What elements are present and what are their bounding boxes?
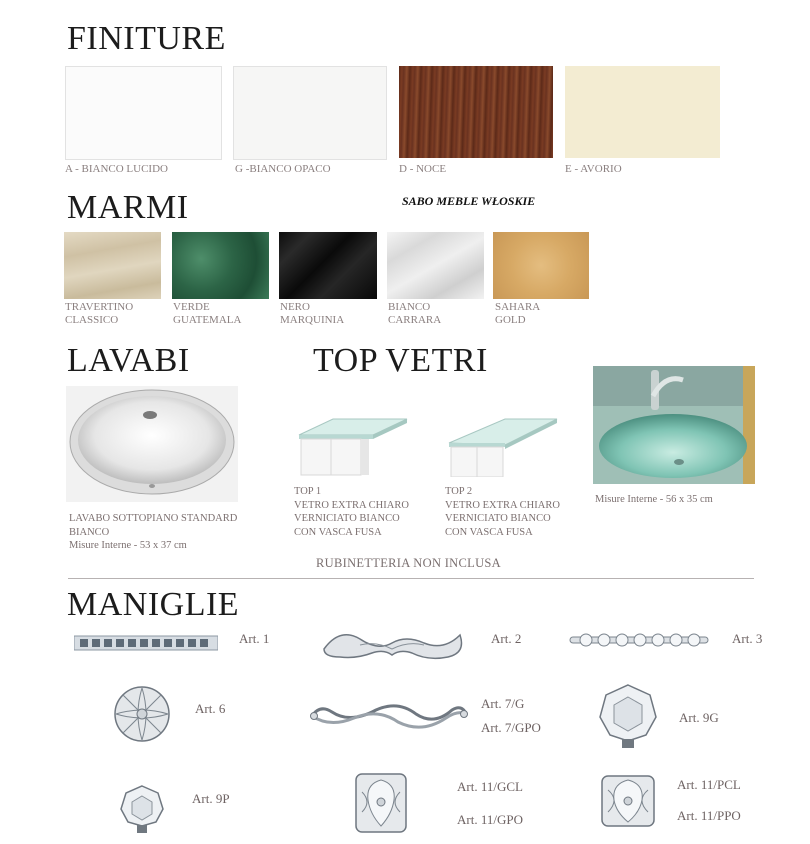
marmi-title: MARMI bbox=[67, 189, 189, 226]
art7gpo-label: Art. 7/GPO bbox=[481, 720, 541, 735]
finiture-label-a: A - BIANCO LUCIDO bbox=[65, 163, 168, 175]
marmi-label-travertino: TRAVERTINO CLASSICO bbox=[65, 301, 134, 326]
marmi-label-verde: VERDE GUATEMALA bbox=[173, 301, 242, 326]
art11pcl-label: Art. 11/PCL bbox=[677, 777, 741, 792]
knob-art6-image bbox=[112, 684, 172, 744]
art6-label: Art. 6 bbox=[195, 701, 226, 716]
top1-caption: TOP 1 VETRO EXTRA CHIARO VERNICIATO BIANCO CON VASCA FUSA bbox=[294, 486, 409, 538]
finiture-title: FINITURE bbox=[67, 20, 226, 57]
handle-art11pcl-image bbox=[598, 772, 658, 830]
top2-caption: TOP 2 VETRO EXTRA CHIARO VERNICIATO BIANCO CON VASCA FUSA bbox=[445, 486, 560, 538]
marmi-label-sahara: SAHARA GOLD bbox=[495, 301, 541, 326]
marble-sahara-gold bbox=[493, 232, 589, 299]
art11gpo-label: Art. 11/GPO bbox=[457, 812, 523, 827]
art3-label: Art. 3 bbox=[732, 631, 763, 646]
art2-label: Art. 2 bbox=[491, 631, 522, 646]
finiture-label-d: D - NOCE bbox=[399, 163, 447, 175]
handle-art3-image bbox=[568, 628, 710, 652]
top-vetri-title: TOP VETRI bbox=[313, 342, 488, 379]
handle-art11gcl-image bbox=[352, 770, 410, 836]
section-divider bbox=[68, 578, 754, 579]
knob-art9p-image bbox=[119, 784, 165, 834]
art11gcl-label: Art. 11/GCL bbox=[457, 779, 523, 794]
art1-label: Art. 1 bbox=[239, 631, 270, 646]
art9g-label: Art. 9G bbox=[679, 710, 719, 725]
swatch-avorio bbox=[565, 66, 720, 158]
marble-nero-marquinia bbox=[279, 232, 377, 299]
marble-bianco-carrara bbox=[387, 232, 484, 299]
brand-text: SABO MEBLE WŁOSKIE bbox=[402, 194, 536, 208]
finiture-label-g: G -BIANCO OPACO bbox=[235, 163, 331, 175]
knob-art9g-image bbox=[596, 683, 660, 749]
rubinetteria-note: RUBINETTERIA NON INCLUSA bbox=[316, 556, 501, 570]
swatch-noce bbox=[399, 66, 553, 158]
marmi-label-nero: NERO MARQUINIA bbox=[280, 301, 345, 326]
glass-basin-caption: Misure Interne - 56 x 35 cm bbox=[595, 494, 713, 505]
lavabo-image bbox=[66, 386, 238, 502]
marmi-label-bianco: BIANCO CARRARA bbox=[388, 301, 442, 326]
top2-image bbox=[445, 405, 560, 477]
marble-travertino bbox=[64, 232, 161, 299]
swatch-bianco-lucido bbox=[65, 66, 222, 160]
lavabo-caption: LAVABO SOTTOPIANO STANDARD BIANCO Misure Interne - 53 x 37 cm bbox=[69, 513, 238, 551]
handle-art2-image bbox=[320, 623, 464, 667]
swatch-bianco-opaco bbox=[233, 66, 387, 160]
marble-verde-guatemala bbox=[172, 232, 269, 299]
art11ppo-label: Art. 11/PPO bbox=[677, 808, 741, 823]
finiture-label-e: E - AVORIO bbox=[565, 163, 622, 175]
lavabi-title: LAVABI bbox=[67, 342, 190, 379]
handle-art7-image bbox=[306, 696, 470, 734]
art7g-label: Art. 7/G bbox=[481, 696, 525, 711]
art9p-label: Art. 9P bbox=[192, 791, 230, 806]
handle-art1-image bbox=[74, 634, 218, 652]
top1-image bbox=[293, 405, 410, 477]
maniglie-title: MANIGLIE bbox=[67, 586, 240, 623]
glass-basin-photo bbox=[593, 366, 755, 484]
